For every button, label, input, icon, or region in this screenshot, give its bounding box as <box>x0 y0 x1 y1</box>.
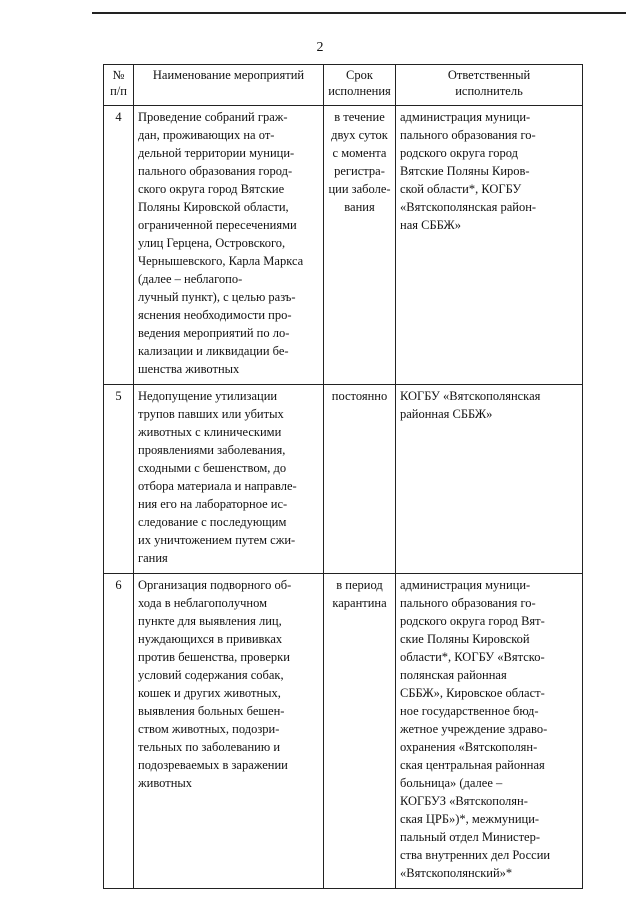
table-row <box>104 385 583 574</box>
cell-text-line: в течение <box>334 110 385 124</box>
cell-text-line: ской области*, КОГБУ <box>400 182 522 196</box>
cell-text-line: пального образования го- <box>400 596 536 610</box>
cell-text-line: подозреваемых в заражении <box>138 758 288 772</box>
cell-text-line: ное государственное бюд- <box>400 704 539 718</box>
cell-text-line: Проведение собраний граж- <box>138 110 288 124</box>
cell-text-line: родского округа город Вят- <box>400 614 545 628</box>
cell-text-line: сходными с бешенством, до <box>138 461 287 475</box>
cell-text-line: пальный отдел Министер- <box>400 830 540 844</box>
activity-name <box>134 574 324 889</box>
cell-text-line: ная СББЖ» <box>400 218 461 232</box>
cell-text-line: администрация муници- <box>400 578 531 592</box>
cell-text-line: «Вятскополянская район- <box>400 200 537 214</box>
cell-text-line: КОГБУЗ «Вятскополян- <box>400 794 528 808</box>
cell-text-line: ством животных, подозри- <box>138 722 280 736</box>
header-num-line: № <box>112 68 125 82</box>
cell-text-line: улиц Герцена, Островского, <box>138 236 286 250</box>
activity-name <box>134 385 324 574</box>
cell-text-line: ского округа город Вятские <box>138 182 285 196</box>
cell-text-line: «Вятскополянский»* <box>400 866 513 880</box>
cell-text-line: полянская районная <box>400 668 507 682</box>
cell-text-line: животных <box>138 776 193 790</box>
table-row <box>104 106 583 385</box>
cell-text-line: их уничтожением путем сжи- <box>138 533 296 547</box>
cell-text-line: следование с последующим <box>138 515 287 529</box>
row-number: 6 <box>104 574 134 889</box>
cell-text-line: выявления больных бешен- <box>138 704 285 718</box>
responsible-party <box>396 574 583 889</box>
cell-text-line: кошек и других животных, <box>138 686 281 700</box>
cell-text-line: администрация муници- <box>400 110 531 124</box>
responsible-party <box>396 385 583 574</box>
header-term-line: исполнения <box>328 84 391 98</box>
cell-text-line: Организация подворного об- <box>138 578 292 592</box>
cell-text-line: районная СББЖ» <box>400 407 493 421</box>
cell-text-line: животных с клиническими <box>138 425 282 439</box>
cell-text-line: яснения необходимости про- <box>138 308 292 322</box>
cell-text-line: проявлениями заболевания, <box>138 443 286 457</box>
cell-text-line: родского округа город <box>400 146 518 160</box>
cell-text-line: жетное учреждение здраво- <box>400 722 548 736</box>
cell-text-line: дан, проживающих на от- <box>138 128 275 142</box>
cell-text-line: КОГБУ «Вятскополянская <box>400 389 541 403</box>
cell-text-line: отбора материала и направле- <box>138 479 297 493</box>
cell-text-line: постоянно <box>331 389 388 403</box>
header-responsible-line: Ответственный <box>447 68 531 82</box>
cell-text-line: в период <box>336 578 383 592</box>
cell-text-line: охранения «Вятскополян- <box>400 740 538 754</box>
cell-text-line: ния его на лабораторное ис- <box>138 497 288 511</box>
cell-text-line: дельной территории муници- <box>138 146 295 160</box>
header-name-line: Наименование мероприятий <box>152 68 305 82</box>
cell-text-line: Поляны Кировской области, <box>138 200 289 214</box>
header-num <box>104 65 134 106</box>
cell-text-line: Вятские Поляны Киров- <box>400 164 530 178</box>
header-responsible <box>396 65 583 106</box>
cell-text-line: нуждающихся в прививках <box>138 632 283 646</box>
cell-text-line: двух суток <box>331 128 388 142</box>
cell-text-line: пального образования го- <box>400 128 536 142</box>
cell-text-line: лучный пункт), с целью разъ- <box>138 290 296 304</box>
row-number: 5 <box>104 385 134 574</box>
cell-text-line: регистра- <box>334 164 385 178</box>
cell-text-line: хода в неблагополучном <box>138 596 268 610</box>
cell-text-line: кализации и ликвидации бе- <box>138 344 289 358</box>
cell-text-line: области*, КОГБУ «Вятско- <box>400 650 545 664</box>
header-responsible-line: исполнитель <box>455 84 523 98</box>
header-name <box>134 65 324 106</box>
header-term-line: Срок <box>346 68 373 82</box>
table-body <box>104 106 583 889</box>
table-row <box>104 574 583 889</box>
activity-name <box>134 106 324 385</box>
cell-text-line: вания <box>344 200 375 214</box>
header-row <box>104 65 583 106</box>
cell-text-line: Чернышевского, Карла Маркса <box>138 254 304 268</box>
cell-text-line: против бешенства, проверки <box>138 650 290 664</box>
deadline <box>324 106 396 385</box>
activities-table <box>103 64 583 889</box>
cell-text-line: ции заболе- <box>328 182 391 196</box>
responsible-party <box>396 106 583 385</box>
cell-text-line: (далее – неблагопо- <box>138 272 243 286</box>
cell-text-line: шенства животных <box>138 362 240 376</box>
page-number: 2 <box>316 40 324 55</box>
cell-text-line: ская центральная районная <box>400 758 545 772</box>
deadline <box>324 574 396 889</box>
cell-text-line: ограниченной пересечениями <box>138 218 297 232</box>
cell-text-line: ведения мероприятий по ло- <box>138 326 290 340</box>
cell-text-line: ская ЦРБ»)*, межмуници- <box>400 812 540 826</box>
cell-text-line: ства внутренних дел России <box>400 848 551 862</box>
cell-text-line: трупов павших или убитых <box>138 407 284 421</box>
cell-text-line: тельных по заболеванию и <box>138 740 281 754</box>
cell-text-line: СББЖ», Кировское област- <box>400 686 545 700</box>
cell-text-line: карантина <box>332 596 387 610</box>
cell-text-line: условий содержания собак, <box>138 668 284 682</box>
row-number: 4 <box>104 106 134 385</box>
cell-text-line: пального образования город- <box>138 164 293 178</box>
cell-text-line: больница» (далее – <box>400 776 503 790</box>
cell-text-line: с момента <box>332 146 387 160</box>
cell-text-line: ские Поляны Кировской <box>400 632 530 646</box>
header-term <box>324 65 396 106</box>
cell-text-line: Недопущение утилизации <box>138 389 278 403</box>
header-num-line: п/п <box>110 84 127 98</box>
top-rule <box>92 12 626 14</box>
table-header <box>104 65 583 106</box>
cell-text-line: пункте для выявления лиц, <box>138 614 282 628</box>
deadline <box>324 385 396 574</box>
cell-text-line: гания <box>138 551 168 565</box>
